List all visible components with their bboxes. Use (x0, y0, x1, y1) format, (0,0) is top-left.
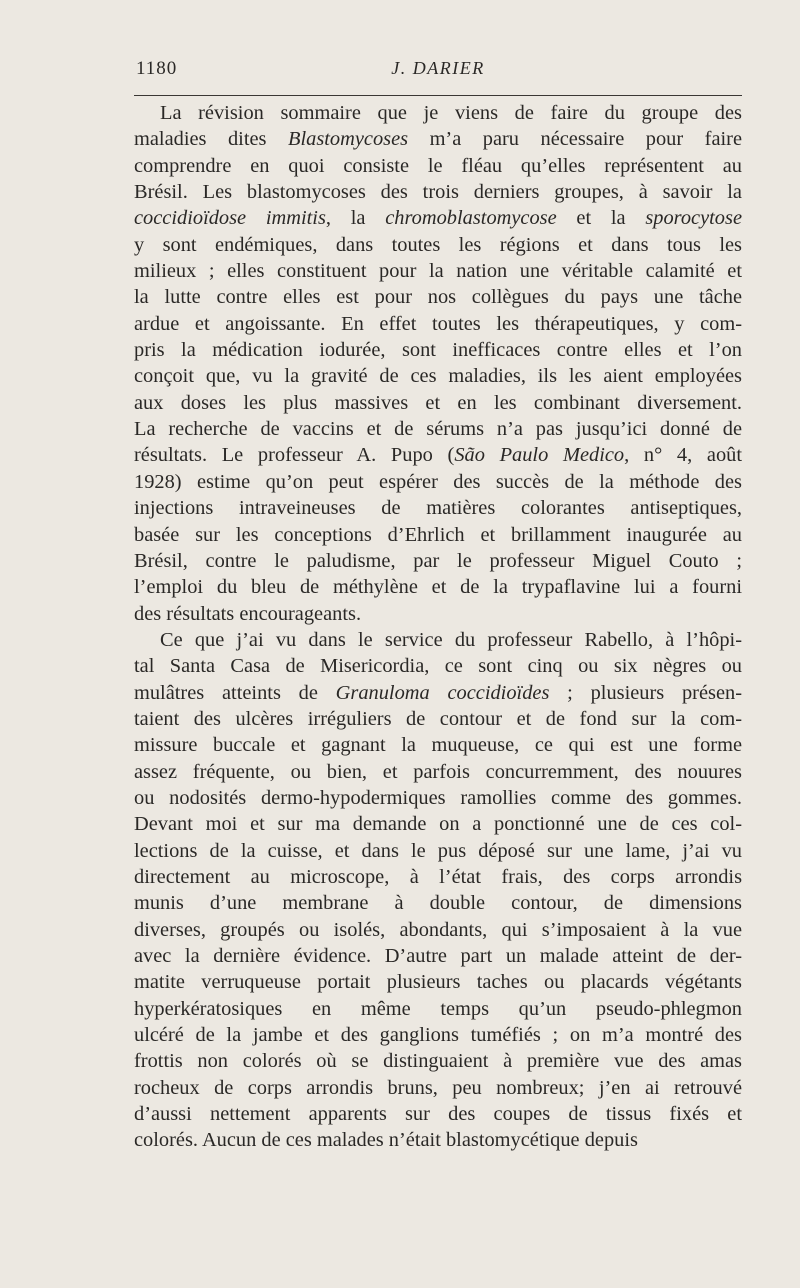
text-line (134, 1022, 742, 1048)
text-run: basée sur les conceptions d’Ehrlich et brillamment inaugurée au (134, 523, 742, 546)
body-text (134, 100, 742, 1154)
text-run: comprendre en quoi consiste le fléau qu’elles représentent au (134, 154, 742, 177)
header-rule (134, 95, 742, 96)
text-line (134, 126, 742, 152)
text-run: lections de la cuisse, et dans le pus déposé sur une lame, j’ai vu (134, 839, 742, 862)
text-run: et la (556, 207, 646, 230)
text-line (134, 548, 742, 574)
text-line (134, 943, 742, 969)
text-run: Ce que j’ai vu dans le service du professeur Rabello, à l’hôpi- (160, 628, 742, 651)
text-line (134, 574, 742, 600)
text-run: rocheux de corps arrondis bruns, peu nombreux; j’en ai retrouvé (134, 1076, 742, 1099)
text-line (134, 969, 742, 995)
text-line (134, 311, 742, 337)
text-line (134, 996, 742, 1022)
text-line (134, 759, 742, 785)
text-run: hyperkératosiques en même temps qu’un pseudo-phlegmon (134, 997, 742, 1020)
text-run: ardue et angoissante. En effet toutes les thérapeutiques, y com- (134, 312, 742, 335)
text-run: tal Santa Casa de Misericordia, ce sont cinq ou six nègres ou (134, 655, 742, 678)
text-line (134, 390, 742, 416)
text-run: l’emploi du bleu de méthylène et de la trypaflavine lui a fourni (134, 576, 742, 599)
text-line (134, 442, 742, 468)
text-line (134, 469, 742, 495)
text-run: ulcéré de la jambe et des ganglions tuméfiés ; on m’a montré des (134, 1024, 742, 1047)
text-run: y sont endémiques, dans toutes les régions et dans tous les (134, 233, 742, 256)
text-run: directement au microscope, à l’état frais, des corps arrondis (134, 865, 742, 888)
text-line (134, 1048, 742, 1074)
italic-term: sporocytose (645, 207, 742, 230)
text-line (134, 258, 742, 284)
text-run: taient des ulcères irréguliers de contour et de fond sur la com- (134, 707, 742, 730)
italic-term: São Paulo Medico (454, 444, 625, 467)
text-run: Brésil, contre le paludisme, par le professeur Miguel Couto ; (134, 549, 742, 572)
text-run: ; plusieurs présen- (549, 681, 742, 704)
text-run: 1928) estime qu’on peut espérer des succès de la méthode des (134, 470, 742, 493)
text-run: diverses, groupés ou isolés, abondants, qui s’imposaient à la vue (134, 918, 742, 941)
running-head: J. DARIER (391, 58, 485, 78)
text-line (134, 811, 742, 837)
text-run: conçoit que, vu la gravité de ces maladies, ils les aient employées (134, 365, 742, 388)
text-run: missure buccale et gagnant la muqueuse, ce qui est une forme (134, 734, 742, 757)
text-line (134, 1075, 742, 1101)
text-run: munis d’une membrane à double contour, de dimensions (134, 892, 742, 915)
text-line (134, 1127, 742, 1153)
text-run: milieux ; elles constituent pour la nation une véritable calamité et (134, 260, 742, 283)
text-run: m’a paru nécessaire pour faire (408, 128, 742, 151)
text-line (134, 838, 742, 864)
text-run: résultats. Le professeur A. Pupo ( (134, 444, 455, 467)
text-run: La recherche de vaccins et de sérums n’a pas jusqu’ici donné de (134, 418, 742, 441)
text-line (134, 495, 742, 521)
text-run: , la (325, 207, 386, 230)
text-run: Devant moi et sur ma demande on a ponctionné une de ces col- (134, 813, 742, 836)
text-line (134, 232, 742, 258)
text-run: des résultats encourageants. (134, 602, 362, 625)
text-line (134, 416, 742, 442)
text-line (134, 706, 742, 732)
text-line (134, 153, 742, 179)
text-run: , n° 4, août (624, 444, 742, 467)
text-run: colorés. Aucun de ces malades n’était blastomycétique depuis (134, 1129, 638, 1152)
text-run: aux doses les plus massives et en les combinant diversement. (134, 391, 742, 414)
text-run: assez fréquente, ou bien, et parfois concurremment, des nouures (134, 760, 742, 783)
text-run: ou nodosités dermo-hypodermiques ramollies comme des gommes. (134, 786, 742, 809)
text-line (134, 363, 742, 389)
page-number: 1180 (136, 58, 178, 79)
text-line (134, 785, 742, 811)
text-run: injections intraveineuses de matières colorantes antiseptiques, (134, 497, 742, 520)
text-line (134, 864, 742, 890)
text-run: mulâtres atteints de (134, 681, 336, 704)
text-run: avec la dernière évidence. D’autre part un malade atteint de der- (134, 945, 742, 967)
text-run: la lutte contre elles est pour nos collègues du pays une tâche (134, 286, 742, 309)
italic-term: coccidioïdose immitis (134, 207, 326, 230)
italic-term: Blastomycoses (288, 128, 409, 151)
text-line (134, 732, 742, 758)
page-header (134, 58, 742, 88)
text-run: maladies dites (134, 128, 288, 151)
text-line (134, 522, 742, 548)
text-run: Brésil. Les blastomycoses des trois derniers groupes, à savoir la (134, 181, 742, 204)
text-line (134, 653, 742, 679)
text-line (134, 284, 742, 310)
text-line (134, 890, 742, 916)
text-run: frottis non colorés où se distinguaient à première vue des amas (134, 1050, 742, 1073)
text-line (134, 627, 742, 653)
text-line (134, 601, 742, 627)
text-line (134, 917, 742, 943)
text-run: matite verruqueuse portait plusieurs taches ou placards végétants (134, 971, 742, 994)
text-run: d’aussi nettement apparents sur des coupes de tissus fixés et (134, 1103, 742, 1126)
text-line (134, 337, 742, 363)
italic-term: chromoblastomycose (385, 207, 557, 230)
text-run: La révision sommaire que je viens de faire du groupe des (160, 102, 742, 124)
text-run: pris la médication iodurée, sont inefficaces contre elles et l’on (134, 339, 742, 362)
text-line (134, 205, 742, 231)
text-line (134, 179, 742, 205)
text-line (134, 680, 742, 706)
text-line (134, 1101, 742, 1127)
text-line (134, 100, 742, 126)
italic-term: Granuloma coccidioïdes (335, 681, 550, 704)
